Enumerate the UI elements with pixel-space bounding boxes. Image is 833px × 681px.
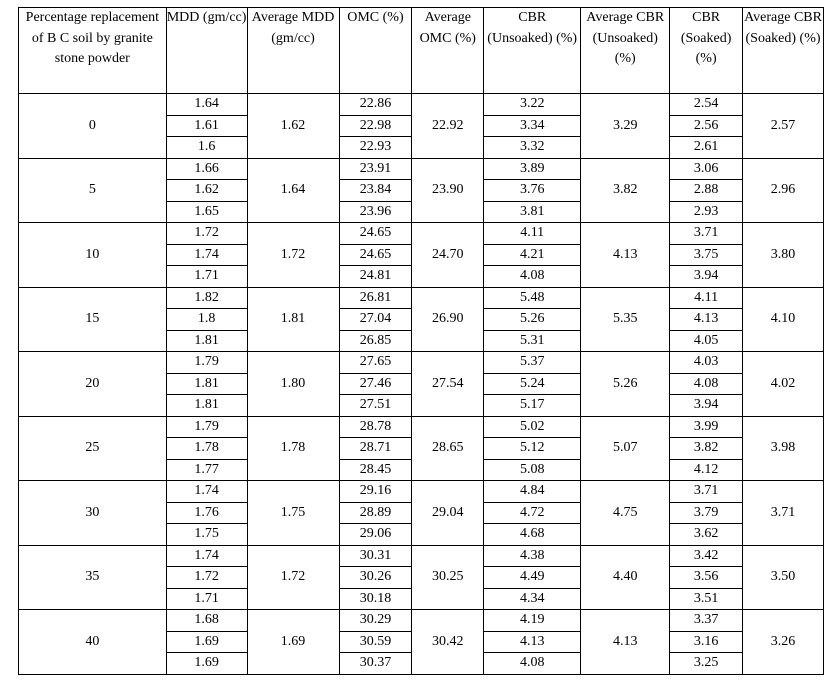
table-row <box>19 352 824 374</box>
header-cbr-unsoaked: CBR (Unsoaked) (%) <box>484 8 581 94</box>
table-row <box>19 223 824 245</box>
average-mdd-cell: 1.72 <box>247 223 339 288</box>
omc-cell: 23.91 <box>339 158 412 180</box>
cbr-soaked-cell: 4.13 <box>670 309 743 331</box>
header-average-omc: Average OMC (%) <box>412 8 484 94</box>
cbr-unsoaked-cell: 5.17 <box>484 395 581 417</box>
percentage-cell: 40 <box>19 610 167 675</box>
average-cbr-soaked-cell: 4.02 <box>743 352 824 417</box>
average-mdd-cell: 1.80 <box>247 352 339 417</box>
cbr-soaked-cell: 3.99 <box>670 416 743 438</box>
omc-cell: 24.65 <box>339 223 412 245</box>
cbr-unsoaked-cell: 3.22 <box>484 94 581 116</box>
average-mdd-cell: 1.64 <box>247 158 339 223</box>
cbr-unsoaked-cell: 5.08 <box>484 459 581 481</box>
percentage-cell: 10 <box>19 223 167 288</box>
cbr-unsoaked-cell: 5.24 <box>484 373 581 395</box>
cbr-soaked-cell: 2.88 <box>670 180 743 202</box>
average-omc-cell: 29.04 <box>412 481 484 546</box>
mdd-cell: 1.75 <box>166 524 247 546</box>
omc-cell: 22.98 <box>339 115 412 137</box>
cbr-soaked-cell: 3.94 <box>670 266 743 288</box>
average-cbr-unsoaked-cell: 4.13 <box>581 610 670 675</box>
cbr-unsoaked-cell: 4.21 <box>484 244 581 266</box>
cbr-unsoaked-cell: 3.34 <box>484 115 581 137</box>
cbr-unsoaked-cell: 5.48 <box>484 287 581 309</box>
average-omc-cell: 27.54 <box>412 352 484 417</box>
mdd-cell: 1.8 <box>166 309 247 331</box>
mdd-cell: 1.74 <box>166 481 247 503</box>
average-cbr-soaked-cell: 3.26 <box>743 610 824 675</box>
percentage-cell: 25 <box>19 416 167 481</box>
average-omc-cell: 23.90 <box>412 158 484 223</box>
average-omc-cell: 28.65 <box>412 416 484 481</box>
omc-cell: 23.96 <box>339 201 412 223</box>
table-row <box>19 481 824 503</box>
header-cbr-soaked: CBR (Soaked) (%) <box>670 8 743 94</box>
average-cbr-unsoaked-cell: 4.13 <box>581 223 670 288</box>
header-omc: OMC (%) <box>339 8 412 94</box>
cbr-unsoaked-cell: 5.02 <box>484 416 581 438</box>
average-omc-cell: 26.90 <box>412 287 484 352</box>
cbr-unsoaked-cell: 3.89 <box>484 158 581 180</box>
cbr-soaked-cell: 3.75 <box>670 244 743 266</box>
omc-cell: 24.65 <box>339 244 412 266</box>
cbr-unsoaked-cell: 4.72 <box>484 502 581 524</box>
mdd-cell: 1.79 <box>166 352 247 374</box>
omc-cell: 27.04 <box>339 309 412 331</box>
cbr-unsoaked-cell: 4.84 <box>484 481 581 503</box>
table-row <box>19 287 824 309</box>
cbr-soaked-cell: 2.61 <box>670 137 743 159</box>
cbr-unsoaked-cell: 4.08 <box>484 266 581 288</box>
mdd-cell: 1.81 <box>166 373 247 395</box>
mdd-cell: 1.61 <box>166 115 247 137</box>
average-mdd-cell: 1.62 <box>247 94 339 159</box>
percentage-cell: 15 <box>19 287 167 352</box>
cbr-unsoaked-cell: 3.81 <box>484 201 581 223</box>
cbr-soaked-cell: 4.11 <box>670 287 743 309</box>
cbr-unsoaked-cell: 5.31 <box>484 330 581 352</box>
cbr-soaked-cell: 3.62 <box>670 524 743 546</box>
cbr-soaked-cell: 3.42 <box>670 545 743 567</box>
average-cbr-unsoaked-cell: 5.35 <box>581 287 670 352</box>
cbr-soaked-cell: 3.71 <box>670 223 743 245</box>
average-omc-cell: 22.92 <box>412 94 484 159</box>
average-mdd-cell: 1.81 <box>247 287 339 352</box>
mdd-cell: 1.74 <box>166 244 247 266</box>
average-cbr-soaked-cell: 3.98 <box>743 416 824 481</box>
header-row <box>19 8 824 94</box>
omc-cell: 29.06 <box>339 524 412 546</box>
cbr-soaked-cell: 3.82 <box>670 438 743 460</box>
average-cbr-soaked-cell: 4.10 <box>743 287 824 352</box>
cbr-unsoaked-cell: 3.32 <box>484 137 581 159</box>
percentage-cell: 0 <box>19 94 167 159</box>
cbr-soaked-cell: 3.71 <box>670 481 743 503</box>
cbr-soaked-cell: 2.56 <box>670 115 743 137</box>
average-mdd-cell: 1.75 <box>247 481 339 546</box>
percentage-cell: 20 <box>19 352 167 417</box>
cbr-soaked-cell: 3.37 <box>670 610 743 632</box>
average-cbr-unsoaked-cell: 4.75 <box>581 481 670 546</box>
omc-cell: 23.84 <box>339 180 412 202</box>
cbr-soaked-cell: 3.06 <box>670 158 743 180</box>
average-cbr-unsoaked-cell: 5.07 <box>581 416 670 481</box>
mdd-cell: 1.71 <box>166 588 247 610</box>
header-mdd: MDD (gm/cc) <box>166 8 247 94</box>
cbr-soaked-cell: 2.54 <box>670 94 743 116</box>
cbr-unsoaked-cell: 4.11 <box>484 223 581 245</box>
table-row <box>19 416 824 438</box>
mdd-cell: 1.72 <box>166 223 247 245</box>
mdd-cell: 1.81 <box>166 330 247 352</box>
average-cbr-soaked-cell: 2.96 <box>743 158 824 223</box>
percentage-cell: 35 <box>19 545 167 610</box>
average-mdd-cell: 1.72 <box>247 545 339 610</box>
table-row <box>19 158 824 180</box>
omc-cell: 30.29 <box>339 610 412 632</box>
average-cbr-unsoaked-cell: 3.82 <box>581 158 670 223</box>
mdd-cell: 1.74 <box>166 545 247 567</box>
mdd-cell: 1.78 <box>166 438 247 460</box>
mdd-cell: 1.71 <box>166 266 247 288</box>
cbr-soaked-cell: 4.12 <box>670 459 743 481</box>
average-cbr-unsoaked-cell: 5.26 <box>581 352 670 417</box>
header-percentage: Percentage replacement of B C soil by granite stone powder <box>19 8 167 94</box>
omc-cell: 28.78 <box>339 416 412 438</box>
cbr-unsoaked-cell: 3.76 <box>484 180 581 202</box>
data-table <box>18 7 824 675</box>
omc-cell: 28.71 <box>339 438 412 460</box>
average-omc-cell: 30.25 <box>412 545 484 610</box>
average-omc-cell: 30.42 <box>412 610 484 675</box>
percentage-cell: 30 <box>19 481 167 546</box>
mdd-cell: 1.72 <box>166 567 247 589</box>
average-cbr-soaked-cell: 3.80 <box>743 223 824 288</box>
mdd-cell: 1.65 <box>166 201 247 223</box>
omc-cell: 22.86 <box>339 94 412 116</box>
omc-cell: 28.45 <box>339 459 412 481</box>
cbr-soaked-cell: 4.05 <box>670 330 743 352</box>
cbr-unsoaked-cell: 4.38 <box>484 545 581 567</box>
header-average-cbr-soaked: Average CBR (Soaked) (%) <box>743 8 824 94</box>
omc-cell: 29.16 <box>339 481 412 503</box>
mdd-cell: 1.69 <box>166 653 247 675</box>
omc-cell: 30.18 <box>339 588 412 610</box>
cbr-unsoaked-cell: 4.68 <box>484 524 581 546</box>
omc-cell: 24.81 <box>339 266 412 288</box>
omc-cell: 27.51 <box>339 395 412 417</box>
average-cbr-soaked-cell: 2.57 <box>743 94 824 159</box>
mdd-cell: 1.6 <box>166 137 247 159</box>
table-body <box>19 94 824 675</box>
omc-cell: 30.59 <box>339 631 412 653</box>
cbr-soaked-cell: 3.16 <box>670 631 743 653</box>
mdd-cell: 1.64 <box>166 94 247 116</box>
header-average-mdd: Average MDD (gm/cc) <box>247 8 339 94</box>
mdd-cell: 1.62 <box>166 180 247 202</box>
cbr-soaked-cell: 4.08 <box>670 373 743 395</box>
cbr-soaked-cell: 3.79 <box>670 502 743 524</box>
cbr-unsoaked-cell: 5.12 <box>484 438 581 460</box>
mdd-cell: 1.79 <box>166 416 247 438</box>
table-row <box>19 545 824 567</box>
cbr-soaked-cell: 3.51 <box>670 588 743 610</box>
omc-cell: 26.81 <box>339 287 412 309</box>
mdd-cell: 1.82 <box>166 287 247 309</box>
average-cbr-soaked-cell: 3.71 <box>743 481 824 546</box>
omc-cell: 27.46 <box>339 373 412 395</box>
cbr-soaked-cell: 3.56 <box>670 567 743 589</box>
header-average-cbr-unsoaked: Average CBR (Unsoaked) (%) <box>581 8 670 94</box>
omc-cell: 30.31 <box>339 545 412 567</box>
table-row <box>19 610 824 632</box>
cbr-unsoaked-cell: 4.34 <box>484 588 581 610</box>
cbr-unsoaked-cell: 5.37 <box>484 352 581 374</box>
cbr-soaked-cell: 2.93 <box>670 201 743 223</box>
average-cbr-unsoaked-cell: 3.29 <box>581 94 670 159</box>
cbr-unsoaked-cell: 4.08 <box>484 653 581 675</box>
cbr-unsoaked-cell: 4.19 <box>484 610 581 632</box>
omc-cell: 26.85 <box>339 330 412 352</box>
cbr-soaked-cell: 3.94 <box>670 395 743 417</box>
table-row <box>19 94 824 116</box>
cbr-soaked-cell: 3.25 <box>670 653 743 675</box>
mdd-cell: 1.76 <box>166 502 247 524</box>
mdd-cell: 1.66 <box>166 158 247 180</box>
cbr-unsoaked-cell: 5.26 <box>484 309 581 331</box>
cbr-soaked-cell: 4.03 <box>670 352 743 374</box>
omc-cell: 30.37 <box>339 653 412 675</box>
average-mdd-cell: 1.78 <box>247 416 339 481</box>
omc-cell: 22.93 <box>339 137 412 159</box>
mdd-cell: 1.81 <box>166 395 247 417</box>
mdd-cell: 1.68 <box>166 610 247 632</box>
omc-cell: 27.65 <box>339 352 412 374</box>
percentage-cell: 5 <box>19 158 167 223</box>
average-mdd-cell: 1.69 <box>247 610 339 675</box>
average-cbr-unsoaked-cell: 4.40 <box>581 545 670 610</box>
average-omc-cell: 24.70 <box>412 223 484 288</box>
cbr-unsoaked-cell: 4.13 <box>484 631 581 653</box>
omc-cell: 28.89 <box>339 502 412 524</box>
mdd-cell: 1.69 <box>166 631 247 653</box>
mdd-cell: 1.77 <box>166 459 247 481</box>
average-cbr-soaked-cell: 3.50 <box>743 545 824 610</box>
cbr-unsoaked-cell: 4.49 <box>484 567 581 589</box>
omc-cell: 30.26 <box>339 567 412 589</box>
